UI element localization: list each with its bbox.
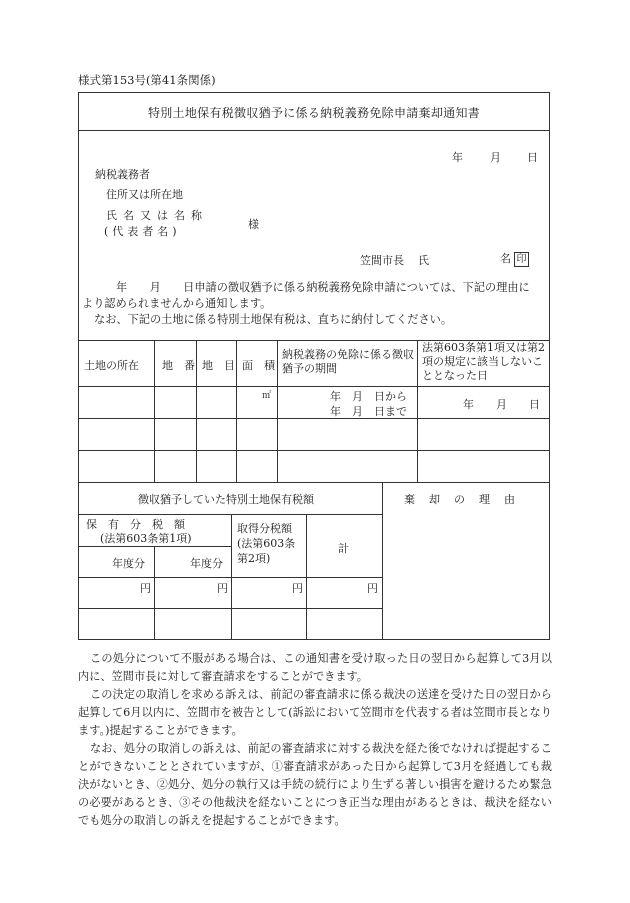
date-day: 日 bbox=[527, 151, 538, 164]
document-title: 特別土地保有税徴収猶予に係る納税義務免除申請棄却通知書 bbox=[147, 106, 481, 120]
period-to: 年 月 日まで bbox=[330, 405, 407, 418]
holding-tax-law: (法第603条第1項) bbox=[100, 532, 192, 545]
total-label: 計 bbox=[338, 542, 349, 555]
acquisition-tax-label-1: 取得分税額 bbox=[237, 522, 292, 535]
acquisition-tax-label-3: 第2項) bbox=[237, 552, 271, 565]
yen-unit-3: 円 bbox=[292, 582, 303, 595]
mayor-na-with-seal bbox=[500, 250, 529, 267]
header-lot-number: 地 番 bbox=[162, 359, 195, 372]
header-deferred-tax-amount: 徴収猶予していた特別土地保有税額 bbox=[138, 493, 314, 506]
seal-mark: 印 bbox=[514, 252, 529, 267]
header-nonapplicable-date: 法第603条第1項又は第2項の規定に該当しないこととなった日 bbox=[422, 341, 545, 382]
exception-notice-paragraph: なお、処分の取消しの訴えは、前記の審査請求に対する裁決を経た後でなければ提起することができないこととされていますが、①審査請求があった日から起算して3月を経過しても裁決がないとき、②処分、処分の執行又は手続の続行により生ずる著しい損害を避けるため緊急の必要があるとき、③その他裁決を経ないことにつき正当な理由があるときは、裁決を経ないでも処分の取消しの訴えを提起することができます。 bbox=[78, 742, 552, 827]
header-area: 面 積 bbox=[242, 359, 275, 372]
land-table-bottom bbox=[78, 482, 550, 483]
holding-tax-label: 保 有 分 税 額 bbox=[86, 518, 185, 531]
tax-main-sep bbox=[382, 482, 383, 640]
land-col-sep-1 bbox=[154, 340, 155, 482]
date-year: 年 bbox=[452, 151, 463, 164]
appeal-notice-paragraph: この処分について不服がある場合は、この通知書を受け取った日の翌日から起算して3月以内に、笠間市長に対して審査請求をすることができます。 bbox=[78, 652, 552, 683]
date-month: 月 bbox=[490, 151, 501, 164]
fiscal-year-label-1: 年度分 bbox=[112, 557, 145, 570]
nonapplicable-date: 年 月 日 bbox=[463, 398, 540, 411]
form-number: 様式第153号(第41条関係) bbox=[78, 73, 216, 87]
land-table-row2-bottom bbox=[78, 450, 550, 451]
period-from: 年 月 日から bbox=[330, 390, 407, 403]
header-rejection-reason: 棄却の理由 bbox=[404, 493, 529, 506]
area-unit: ㎡ bbox=[262, 391, 272, 401]
header-location: 土地の所在 bbox=[84, 359, 139, 372]
honorific: 様 bbox=[248, 218, 259, 231]
yen-unit-1: 円 bbox=[140, 582, 151, 595]
mayor-shi: 氏 bbox=[418, 254, 429, 267]
land-table-row1-bottom bbox=[78, 418, 550, 419]
representative-label: (代表者名) bbox=[104, 225, 181, 238]
tax-col-sep-1 bbox=[231, 514, 232, 640]
tax-col-sep-3 bbox=[306, 514, 307, 640]
land-table-header-bottom bbox=[78, 386, 550, 387]
land-col-sep-5 bbox=[417, 340, 418, 482]
land-col-sep-4 bbox=[277, 340, 278, 482]
notice-paragraph-1: 年 月 日申請の徴収猶予に係る納税義務免除申請については、下記の理由に bbox=[116, 281, 530, 294]
notice-paragraph-2: なお、下記の土地に係る特別土地保有税は、直ちに納付してください。 bbox=[94, 313, 453, 326]
fiscal-year-label-2: 年度分 bbox=[190, 557, 223, 570]
taxpayer-label: 納税義務者 bbox=[95, 168, 150, 181]
acquisition-tax-label-2: (法第603条 bbox=[237, 537, 296, 550]
notice-paragraph-1b: より認められませんから通知します。 bbox=[82, 297, 272, 310]
header-land-category: 地 目 bbox=[202, 359, 235, 372]
tax-row1-bottom bbox=[78, 608, 382, 609]
tax-header-bottom bbox=[78, 514, 382, 515]
yen-unit-2: 円 bbox=[217, 582, 228, 595]
land-col-sep-3 bbox=[236, 340, 237, 482]
tax-subheader-bottom bbox=[78, 577, 382, 578]
header-deferment-period: 納税義務の免除に係る徴収猶予の期間 bbox=[282, 348, 414, 375]
land-col-sep-2 bbox=[196, 340, 197, 482]
address-label: 住所又は所在地 bbox=[106, 188, 183, 201]
mayor-na: 名 bbox=[500, 252, 511, 265]
title-divider bbox=[78, 130, 550, 131]
yen-unit-4: 円 bbox=[367, 582, 378, 595]
mayor-title: 笠間市長 bbox=[360, 254, 404, 267]
lawsuit-notice-paragraph: この決定の取消しを求める訴えは、前記の審査請求に係る裁決の送達を受けた日の翌日から起算して6月以内に、笠間市を被告として(訴訟において笠間市を代表する者は笠間市長となります。)提起することができます。 bbox=[78, 688, 552, 737]
name-label: 氏名又は名称 bbox=[106, 209, 208, 222]
tax-col-sep-2 bbox=[154, 546, 155, 640]
